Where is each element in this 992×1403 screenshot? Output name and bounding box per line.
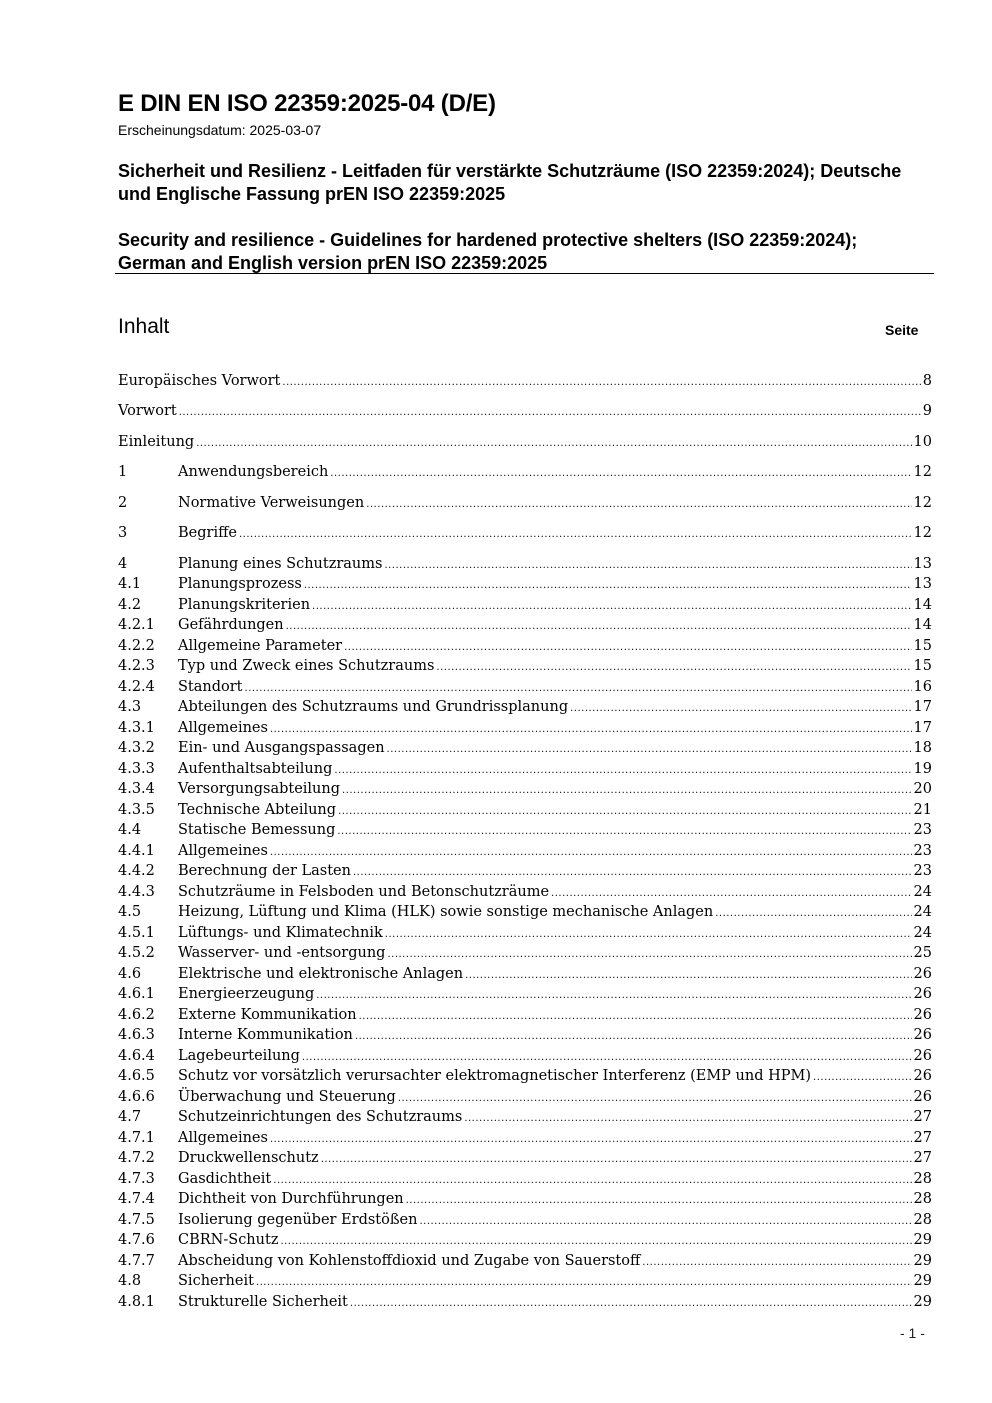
- toc-entry-title: Schutzräume in Felsboden und Betonschutzräume: [178, 884, 550, 900]
- toc-entry-page: 29: [913, 1253, 932, 1269]
- toc-entry[interactable]: [118, 371, 932, 391]
- toc-entry-number: 4.5.2: [118, 945, 155, 961]
- toc-entry-number: 4.6.3: [118, 1027, 155, 1043]
- toc-entry-number: 4.7.4: [118, 1191, 155, 1207]
- toc-leader-dots: [273, 1171, 911, 1191]
- toc-entry[interactable]: [118, 493, 932, 513]
- toc-entry-title: Allgemeine Parameter: [178, 638, 343, 654]
- toc-leader-dots: [304, 576, 912, 596]
- toc-entry-page: 24: [913, 904, 932, 920]
- toc-entry[interactable]: [118, 401, 932, 421]
- toc-leader-dots: [239, 525, 912, 545]
- toc-entry[interactable]: [118, 574, 932, 594]
- toc-entry-page: 8: [922, 373, 932, 389]
- toc-entry[interactable]: [118, 1107, 932, 1127]
- toc-entry-page: 28: [913, 1191, 932, 1207]
- toc-entry-number: 4.7: [118, 1109, 142, 1125]
- toc-entry-title: Lüftungs- und Klimatechnik: [178, 925, 383, 941]
- toc-entry-page: 28: [913, 1212, 932, 1228]
- toc-entry-page: 14: [913, 617, 932, 633]
- toc-entry-page: 26: [913, 986, 932, 1002]
- toc-leader-dots: [353, 863, 912, 883]
- toc-entry-page: 26: [913, 1027, 932, 1043]
- toc-entry-page: 24: [913, 925, 932, 941]
- toc-leader-dots: [342, 781, 912, 801]
- toc-leader-dots: [366, 495, 911, 515]
- toc-entry-page: 26: [913, 1007, 932, 1023]
- toc-entry-page: 27: [913, 1150, 932, 1166]
- toc-entry[interactable]: [118, 882, 932, 902]
- toc-entry-number: 4.4.2: [118, 863, 155, 879]
- toc-entry[interactable]: [118, 800, 932, 820]
- toc-entry[interactable]: [118, 1189, 932, 1209]
- toc-entry-number: 4.6.6: [118, 1089, 155, 1105]
- toc-entry[interactable]: [118, 759, 932, 779]
- toc-entry-number: 4.6.1: [118, 986, 155, 1002]
- toc-leader-dots: [813, 1068, 912, 1088]
- toc-entry-page: 19: [913, 761, 932, 777]
- toc-entry-page: 14: [913, 597, 932, 613]
- toc-entry[interactable]: [118, 656, 932, 676]
- toc-entry-number: 4.6.2: [118, 1007, 155, 1023]
- toc-entry-title: Berechnung der Lasten: [178, 863, 351, 879]
- toc-entry[interactable]: [118, 1169, 932, 1189]
- toc-leader-dots: [551, 884, 912, 904]
- toc-entry-page: 29: [913, 1273, 932, 1289]
- toc-entry-page: 23: [913, 863, 932, 879]
- toc-entry-number: 3: [118, 525, 128, 541]
- toc-entry-title: Technische Abteilung: [178, 802, 337, 818]
- toc-entry-page: 9: [922, 403, 932, 419]
- toc-entry-page: 17: [913, 699, 932, 715]
- toc-entry-page: 23: [913, 822, 932, 838]
- toc-entry-number: 4.2.4: [118, 679, 155, 695]
- toc-entry-page: 12: [913, 495, 932, 511]
- toc-entry-title: Abteilungen des Schutzraums und Grundrissplanung: [178, 699, 569, 715]
- toc-entry[interactable]: [118, 984, 932, 1004]
- toc-entry[interactable]: [118, 779, 932, 799]
- toc-entry[interactable]: [118, 636, 932, 656]
- toc-leader-dots: [312, 597, 912, 617]
- toc-entry-number: 4.7.5: [118, 1212, 155, 1228]
- toc-entry[interactable]: [118, 738, 932, 758]
- toc-leader-dots: [286, 617, 912, 637]
- toc-entry[interactable]: [118, 554, 932, 574]
- toc-entry-title: Vorwort: [118, 403, 177, 419]
- toc-leader-dots: [350, 1294, 912, 1314]
- toc-entry-title: Ein- und Ausgangspassagen: [178, 740, 385, 756]
- toc-entry-number: 4.4.3: [118, 884, 155, 900]
- toc-entry[interactable]: [118, 1292, 932, 1312]
- toc-leader-dots: [270, 720, 912, 740]
- toc-entry[interactable]: [118, 1210, 932, 1230]
- toc-entry-page: 25: [913, 945, 932, 961]
- toc-entry-title: Sicherheit: [178, 1273, 254, 1289]
- toc-entry-number: 4.8.1: [118, 1294, 155, 1310]
- toc-entry-number: 4.7.1: [118, 1130, 155, 1146]
- toc-leader-dots: [715, 904, 911, 924]
- toc-entry-page: 27: [913, 1109, 932, 1125]
- toc-entry-number: 4.4.1: [118, 843, 155, 859]
- toc-entry-title: Interne Kommunikation: [178, 1027, 353, 1043]
- toc-entry-number: 4.3.4: [118, 781, 155, 797]
- toc-entry-number: 4.3.5: [118, 802, 155, 818]
- toc-leader-dots: [398, 1089, 912, 1109]
- toc-entry-page: 23: [913, 843, 932, 859]
- toc-leader-dots: [385, 925, 912, 945]
- toc-entry-page: 18: [913, 740, 932, 756]
- toc-entry[interactable]: [118, 1128, 932, 1148]
- toc-leader-dots: [359, 1007, 912, 1027]
- toc-entry-number: 2: [118, 495, 128, 511]
- toc-entry[interactable]: [118, 677, 932, 697]
- toc-entry[interactable]: [118, 841, 932, 861]
- toc-entry-title: Strukturelle Sicherheit: [178, 1294, 348, 1310]
- toc-entry[interactable]: [118, 964, 932, 984]
- toc-entry-title: Standort: [178, 679, 243, 695]
- toc-entry-number: 4.7.6: [118, 1232, 155, 1248]
- toc-entry-number: 4.1: [118, 576, 142, 592]
- toc-leader-dots: [465, 966, 911, 986]
- toc-entry[interactable]: [118, 523, 932, 543]
- toc-entry-page: 29: [913, 1294, 932, 1310]
- toc-entry-number: 4.3.2: [118, 740, 155, 756]
- toc-leader-dots: [316, 986, 911, 1006]
- toc-entry-number: 4.3.3: [118, 761, 155, 777]
- toc-entry-number: 4: [118, 556, 128, 572]
- toc-leader-dots: [196, 434, 911, 454]
- toc-entry[interactable]: [118, 595, 932, 615]
- toc-entry-page: 27: [913, 1130, 932, 1146]
- toc-entry[interactable]: [118, 432, 932, 452]
- toc-entry[interactable]: [118, 1046, 932, 1066]
- toc-entry-title: Aufenthaltsabteilung: [178, 761, 333, 777]
- toc-leader-dots: [282, 373, 920, 393]
- toc-entry-number: 4.4: [118, 822, 142, 838]
- toc-entry-number: 4.7.3: [118, 1171, 155, 1187]
- toc-entry[interactable]: [118, 1025, 932, 1045]
- toc-entry[interactable]: [118, 615, 932, 635]
- toc-entry-title: Begriffe: [178, 525, 237, 541]
- toc-entry-page: 13: [913, 576, 932, 592]
- toc-entry[interactable]: [118, 697, 932, 717]
- toc-entry-number: 4.2: [118, 597, 142, 613]
- toc-entry-page: 29: [913, 1232, 932, 1248]
- toc-leader-dots: [270, 1130, 912, 1150]
- toc-entry-page: 10: [913, 434, 932, 450]
- toc-leader-dots: [355, 1027, 912, 1047]
- toc-entry-title: Energieerzeugung: [178, 986, 315, 1002]
- title-english: Security and resilience - Guidelines for hardened protective shelters (ISO 22359:2024); German and English version prEN ISO 22359:2025: [118, 230, 858, 273]
- toc-entry-title: Wasserver- und -entsorgung: [178, 945, 386, 961]
- toc-entry-page: 15: [913, 658, 932, 674]
- toc-entry-number: 4.6.5: [118, 1068, 155, 1084]
- toc-entry[interactable]: [118, 943, 932, 963]
- toc-entry-title: Abscheidung von Kohlenstoffdioxid und Zugabe von Sauerstoff: [178, 1253, 641, 1269]
- toc-leader-dots: [642, 1253, 911, 1273]
- publication-date: Erscheinungsdatum: 2025-03-07: [118, 122, 322, 138]
- toc-entry-page: 12: [913, 464, 932, 480]
- toc-leader-dots: [387, 945, 911, 965]
- toc-entry[interactable]: [118, 1087, 932, 1107]
- toc-leader-dots: [338, 802, 911, 822]
- toc-entry-title: Gefährdungen: [178, 617, 284, 633]
- toc-entry-title: Überwachung und Steuerung: [178, 1089, 396, 1105]
- toc-entry-title: Schutzeinrichtungen des Schutzraums: [178, 1109, 463, 1125]
- toc-leader-dots: [245, 679, 912, 699]
- toc-entry[interactable]: [118, 1230, 932, 1250]
- toc-entry-title: Schutz vor vorsätzlich verursachter elektromagnetischer Interferenz (EMP und HPM): [178, 1068, 812, 1084]
- toc-entry-page: 17: [913, 720, 932, 736]
- toc-leader-dots: [330, 464, 911, 484]
- toc-leader-dots: [270, 843, 912, 863]
- toc-entry-number: 4.6: [118, 966, 142, 982]
- toc-entry-title: CBRN-Schutz: [178, 1232, 279, 1248]
- toc-leader-dots: [387, 740, 912, 760]
- document-id: E DIN EN ISO 22359:2025-04 (D/E): [118, 90, 496, 117]
- toc-entry-title: Gasdichtheit: [178, 1171, 272, 1187]
- toc-entry-title: Allgemeines: [178, 1130, 268, 1146]
- toc-entry-number: 4.5.1: [118, 925, 155, 941]
- toc-entry-title: Planungsprozess: [178, 576, 302, 592]
- toc-entry-number: 4.7.7: [118, 1253, 155, 1269]
- toc-entry-title: Versorgungsabteilung: [178, 781, 341, 797]
- toc-entry-page: 16: [913, 679, 932, 695]
- toc-entry-page: 26: [913, 1048, 932, 1064]
- toc-entry[interactable]: [118, 861, 932, 881]
- toc-entry-title: Heizung, Lüftung und Klima (HLK) sowie sonstige mechanische Anlagen: [178, 904, 714, 920]
- toc-entry-title: Normative Verweisungen: [178, 495, 365, 511]
- toc-entry-page: 26: [913, 1068, 932, 1084]
- toc-leader-dots: [179, 403, 921, 423]
- toc-leader-dots: [406, 1191, 912, 1211]
- toc-entry-page: 26: [913, 966, 932, 982]
- toc-entry-number: 4.7.2: [118, 1150, 155, 1166]
- toc-entry[interactable]: [118, 820, 932, 840]
- title-german: Sicherheit und Resilienz - Leitfaden für verstärkte Schutzräume (ISO 22359:2024); Deutsche und Englische Fassung prEN ISO 22359:2025: [118, 161, 902, 204]
- toc-entry-title: Allgemeines: [178, 720, 268, 736]
- toc-page-label: Seite: [885, 322, 919, 338]
- toc-entry[interactable]: [118, 1066, 932, 1086]
- toc-entry-number: 4.8: [118, 1273, 142, 1289]
- toc-leader-dots: [337, 822, 911, 842]
- toc-entry-title: Druckwellenschutz: [178, 1150, 319, 1166]
- toc-entry-title: Isolierung gegenüber Erdstößen: [178, 1212, 418, 1228]
- toc-leader-dots: [321, 1150, 912, 1170]
- toc-entry[interactable]: [118, 1005, 932, 1025]
- toc-entry-title: Einleitung: [118, 434, 195, 450]
- toc-entry-number: 4.3: [118, 699, 142, 715]
- toc-entry-title: Planung eines Schutzraums: [178, 556, 383, 572]
- toc-entry[interactable]: [118, 1148, 932, 1168]
- toc-entry-title: Dichtheit von Durchführungen: [178, 1191, 404, 1207]
- toc-entry-page: 20: [913, 781, 932, 797]
- toc-entry-number: 4.5: [118, 904, 142, 920]
- toc-leader-dots: [256, 1273, 912, 1293]
- toc-entry-title: Anwendungsbereich: [178, 464, 329, 480]
- toc-entry-title: Typ und Zweck eines Schutzraums: [178, 658, 435, 674]
- toc-entry[interactable]: [118, 718, 932, 738]
- toc-entry-title: Allgemeines: [178, 843, 268, 859]
- toc-entry-page: 12: [913, 525, 932, 541]
- toc-entry-page: 24: [913, 884, 932, 900]
- toc-entry-number: 1: [118, 464, 128, 480]
- toc-leader-dots: [464, 1109, 911, 1129]
- toc-entry-title: Elektrische und elektronische Anlagen: [178, 966, 464, 982]
- toc-leader-dots: [344, 638, 911, 658]
- toc-entry[interactable]: [118, 462, 932, 482]
- toc-leader-dots: [334, 761, 911, 781]
- toc-leader-dots: [280, 1232, 911, 1252]
- toc-leader-dots: [436, 658, 911, 678]
- toc-heading: Inhalt: [118, 315, 170, 338]
- toc-entry-page: 21: [913, 802, 932, 818]
- toc-leader-dots: [570, 699, 911, 719]
- toc-entry-number: 4.2.2: [118, 638, 155, 654]
- toc-entry-number: 4.3.1: [118, 720, 155, 736]
- toc-entry[interactable]: [118, 923, 932, 943]
- toc-leader-dots: [419, 1212, 911, 1232]
- toc-entry-page: 15: [913, 638, 932, 654]
- toc-entry-page: 13: [913, 556, 932, 572]
- toc-entry[interactable]: [118, 1251, 932, 1271]
- toc-entry[interactable]: [118, 1271, 932, 1291]
- toc-entry-title: Externe Kommunikation: [178, 1007, 357, 1023]
- toc-entry-title: Lagebeurteilung: [178, 1048, 300, 1064]
- toc-entry-title: Statische Bemessung: [178, 822, 336, 838]
- toc-entry-number: 4.6.4: [118, 1048, 155, 1064]
- toc-entry-page: 28: [913, 1171, 932, 1187]
- toc-entry[interactable]: [118, 902, 932, 922]
- toc-entry-title: Europäisches Vorwort: [118, 373, 281, 389]
- table-of-contents: [118, 0, 934, 1403]
- toc-leader-dots: [384, 556, 911, 576]
- toc-entry-page: 26: [913, 1089, 932, 1105]
- toc-leader-dots: [302, 1048, 912, 1068]
- page-number: - 1 -: [900, 1325, 925, 1341]
- toc-entry-number: 4.2.1: [118, 617, 155, 633]
- toc-entry-number: 4.2.3: [118, 658, 155, 674]
- toc-entry-title: Planungskriterien: [178, 597, 311, 613]
